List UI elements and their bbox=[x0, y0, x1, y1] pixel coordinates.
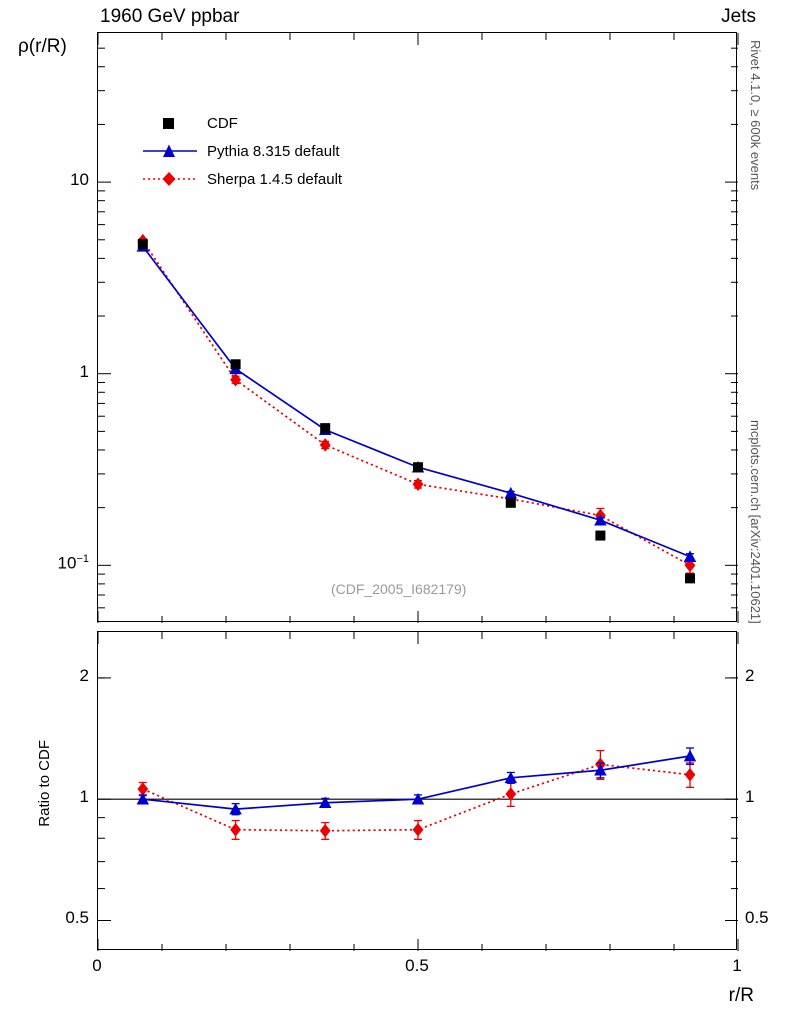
ratio-y-tick-label-right-0: 2 bbox=[745, 665, 755, 685]
series-0-marker bbox=[506, 498, 516, 508]
series-0-marker bbox=[413, 462, 423, 472]
ratio-y-tick-label-right-2: 0.5 bbox=[745, 908, 769, 928]
legend-label-cdf: CDF bbox=[207, 114, 238, 132]
ratio-y-tick-label-left-2: 0.5 bbox=[65, 908, 89, 928]
series-2-marker bbox=[320, 438, 331, 452]
legend-item-cdf bbox=[141, 109, 342, 137]
series-0-marker bbox=[685, 573, 695, 583]
legend-item-pythia bbox=[141, 137, 342, 165]
legend-marker-pythia bbox=[141, 141, 199, 161]
legend bbox=[141, 109, 342, 193]
main-y-tick-label-0: 10 bbox=[70, 170, 89, 190]
main-y-axis-label: ρ(r/R) bbox=[18, 36, 67, 57]
legend-marker-sherpa bbox=[141, 169, 199, 189]
ratio-y-tick-label-left-1: 1 bbox=[79, 787, 89, 807]
legend-label-sherpa: Sherpa 1.4.5 default bbox=[207, 170, 343, 188]
x-tick-label-1: 0.5 bbox=[405, 956, 429, 975]
main-y-tick-label-1: 1 bbox=[79, 361, 89, 381]
ratio-y-tick-label-right-1: 1 bbox=[745, 787, 755, 807]
ratio-series-0-marker bbox=[320, 824, 331, 838]
ratio-y-tick-label-left-0: 2 bbox=[79, 665, 89, 685]
ratio-plot-panel bbox=[97, 631, 737, 950]
x-axis-label: r/R bbox=[728, 985, 754, 1006]
legend-label-pythia: Pythia 8.315 default bbox=[207, 142, 340, 160]
series-0-marker bbox=[138, 239, 148, 249]
header-left-label: 1960 GeV ppbar bbox=[100, 6, 240, 27]
ratio-plot-canvas bbox=[98, 632, 738, 951]
header-right-label: Jets bbox=[721, 6, 756, 27]
ratio-series-0-marker bbox=[413, 823, 424, 837]
ratio-series-0-marker bbox=[685, 768, 696, 782]
ratio-series-0-marker bbox=[230, 823, 241, 837]
rivet-version-caption: Rivet 4.1.0, ≥ 600k events bbox=[748, 40, 763, 191]
mcplots-source-caption: mcplots.cern.ch [arXiv:2401.10621] bbox=[748, 420, 763, 624]
legend-marker-cdf bbox=[141, 113, 199, 133]
x-tick-label-2: 1 bbox=[732, 956, 742, 975]
series-1-line bbox=[143, 246, 690, 556]
series-1-marker bbox=[684, 550, 697, 562]
series-0-marker bbox=[231, 359, 241, 369]
series-2-line bbox=[143, 241, 690, 566]
legend-item-sherpa bbox=[141, 165, 342, 193]
x-tick-label-0: 0 bbox=[92, 956, 102, 975]
main-plot-panel bbox=[97, 32, 737, 622]
series-2-marker bbox=[413, 477, 424, 491]
series-0-marker bbox=[595, 531, 605, 541]
ratio-y-axis-label: Ratio to CDF bbox=[36, 740, 53, 827]
analysis-watermark: (CDF_2005_I682179) bbox=[331, 581, 467, 597]
main-y-tick-label-2: $10^{-1}$ bbox=[57, 553, 89, 573]
ratio-series-1-marker bbox=[684, 750, 697, 762]
series-0-marker bbox=[320, 423, 330, 433]
